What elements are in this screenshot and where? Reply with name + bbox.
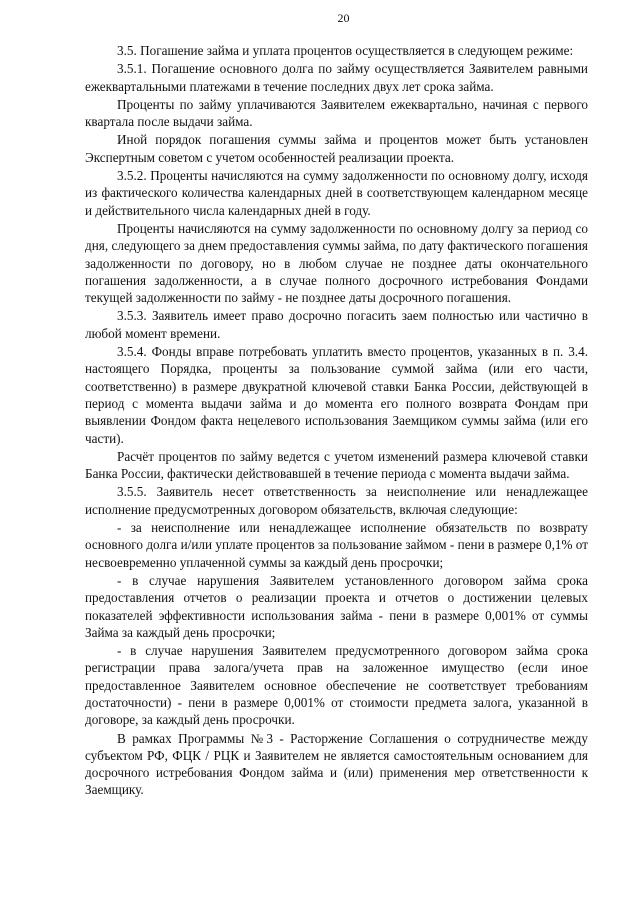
- paragraph-interest-period: Проценты начисляются на сумму задолженности по основному долгу за период со дня, следующего за днем предоставления суммы займа, по дату фактического погашения задолженности по договору, но в любом случае не позднее даты окончательного погашения задолженности, а в случае полного досрочного истребования Фондами текущей задолженности по займу - не позднее даты досрочного погашения.: [85, 220, 588, 306]
- paragraph-3-5-2: 3.5.2. Проценты начисляются на сумму задолженности по основному долгу, исходя из фактического количества календарных дней в соответствующем календарном месяце и действительного числа календарных дней в году.: [85, 168, 588, 218]
- paragraph-interest-quarterly: Проценты по займу уплачиваются Заявителем ежеквартально, начиная с первого квартала после выдачи займа.: [85, 96, 588, 130]
- paragraph-interest-calculation: Расчёт процентов по займу ведется с учетом изменений размера ключевой ставки Банка России, фактически действовавшей в течение периода с момента выдачи займа.: [85, 448, 588, 482]
- paragraph-3-5-4: 3.5.4. Фонды вправе потребовать уплатить вместо процентов, указанных в п. 3.4. настоящего Порядка, проценты за пользование суммой займа (или его части, соответственно) в размере двукратной ключевой ставки Банка России, действующей в период с момента выдачи займа и до момента его полного возврата Фондам при выявлении Фондом факта нецелевого использования Заемщиком суммы займа (или его части).: [85, 344, 588, 446]
- paragraph-3-5-5: 3.5.5. Заявитель несет ответственность за неисполнение или ненадлежащее исполнение предусмотренных договором обязательств, включая следующие:: [85, 484, 588, 517]
- list-item-penalty-collateral: - в случае нарушения Заявителем предусмотренного договором займа срока регистрации права залога/учета прав на заложенное имущество (если иное предоставленное Заявителем основное обеспечение не соответствует требованиям достаточности) - пени в размере 0,001% от стоимости предмета залога, указанной в договоре, за каждый день просрочки.: [85, 643, 588, 728]
- paragraph-program-3: В рамках Программы №3 - Расторжение Соглашения о сотрудничестве между субъектом РФ, ФЦК / РЦК и Заявителем не является самостоятельным основанием для досрочного истребования Фондом займа и (или) применения мер ответственности к Заемщику.: [85, 730, 588, 798]
- list-item-penalty-repayment: - за неисполнение или ненадлежащее исполнение обязательств по возврату основного долга и/или уплате процентов за пользование займом - пени в размере 0,1% от несвоевременно уплаченной суммы за каждый день просрочки;: [85, 520, 588, 570]
- list-item-penalty-reports: - в случае нарушения Заявителем установленного договором займа срока предоставления отчетов о реализации проекта и отчетов о достижении целевых показателей эффективности использования займа - пени в размере 0,001% от суммы Займа за каждый день просрочки;: [85, 572, 588, 640]
- paragraph-3-5-3: 3.5.3. Заявитель имеет право досрочно погасить заем полностью или частично в любой момент времени.: [85, 308, 588, 341]
- page-number: 20: [337, 11, 350, 25]
- paragraph-other-order: Иной порядок погашения суммы займа и процентов может быть установлен Экспертным советом с учетом особенностей реализации проекта.: [85, 132, 588, 165]
- paragraph-3-5-1: 3.5.1. Погашение основного долга по займу осуществляется Заявителем равными ежеквартальными платежами в течение последних двух лет срока займа.: [85, 61, 588, 94]
- paragraph-3-5: 3.5. Погашение займа и уплата процентов осуществляется в следующем режиме:: [117, 43, 574, 58]
